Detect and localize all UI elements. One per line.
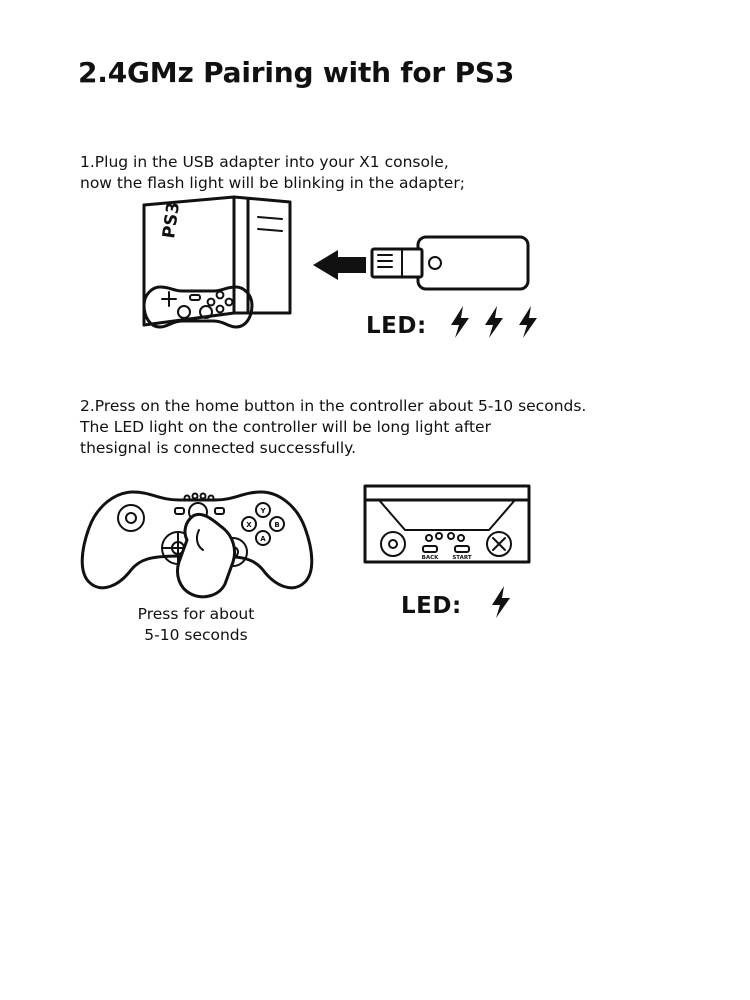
step-1-led-label: LED:	[366, 313, 427, 339]
press-duration-caption	[80, 604, 312, 646]
pressing-hand-illustration	[178, 514, 235, 596]
svg-text:X: X	[246, 521, 252, 529]
step-2-led-label: LED:	[401, 593, 462, 619]
caption-line-1: Press for about	[137, 605, 255, 623]
led-solid-bolt-icon	[484, 586, 524, 620]
step-1-instructions	[80, 152, 680, 194]
led-blink-bolts-icon	[449, 306, 559, 340]
step-1-line-2: now the flash light will be blinking in the adapter;	[80, 173, 465, 192]
svg-text:A: A	[260, 535, 266, 543]
ps3-gamepad-illustration	[144, 287, 252, 327]
step-1-led-group	[366, 306, 559, 340]
receiver-adapter-illustration	[365, 486, 529, 562]
step-2-line-2: The LED light on the controller will be long light after	[80, 417, 491, 436]
step-1-line-1: 1.Plug in the USB adapter into your X1 console,	[80, 153, 449, 171]
svg-text:PS3: PS3	[159, 200, 185, 240]
direction-arrow-icon	[313, 250, 366, 280]
svg-text:B: B	[274, 521, 280, 529]
step-2-line-3: thesignal is connected successfully.	[80, 438, 357, 457]
usb-adapter-illustration	[372, 237, 528, 289]
page-title: 2.4GMz Pairing with for PS3	[78, 56, 515, 89]
caption-line-2: 5-10 seconds	[144, 625, 248, 644]
step-2-line-1: 2.Press on the home button in the controller about 5-10 seconds.	[80, 397, 587, 415]
receiver-start-label: START	[452, 555, 472, 561]
svg-text:Y: Y	[260, 507, 266, 515]
step-2-led-group	[401, 586, 524, 620]
receiver-back-label: BACK	[421, 555, 439, 561]
step-2-instructions	[80, 396, 700, 459]
